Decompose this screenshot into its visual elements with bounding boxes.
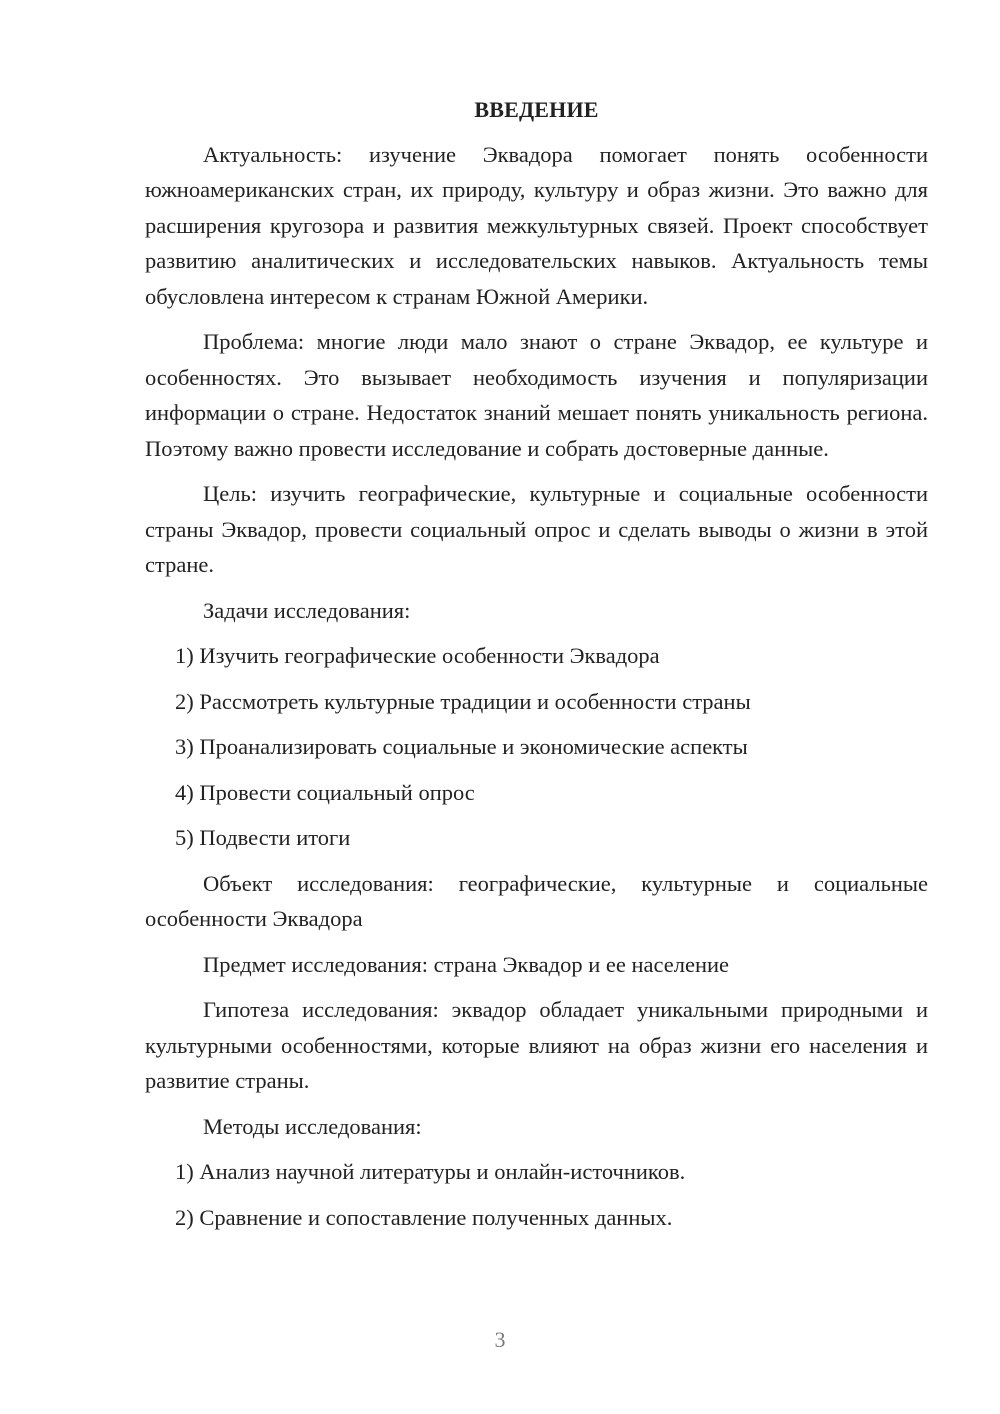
tasks-heading: Задачи исследования: — [203, 597, 411, 623]
hypothesis-paragraph: Гипотеза исследования: эквадор обладает уникальными природными и культурными особенностями, которые влияют на образ жизни его населения и развитие страны. — [145, 997, 928, 1093]
goal-paragraph: Цель: изучить географические, культурные и социальные особенности страны Эквадор, провести социальный опрос и сделать выводы о жизни в этой стране. — [145, 481, 928, 577]
problem-paragraph: Проблема: многие люди мало знают о стране Эквадор, ее культуре и особенностях. Это вызывает необходимость изучения и популяризации информации о стране. Недостаток знаний мешает понять уникальность региона. Поэтому важно провести исследование и собрать достоверные данные. — [145, 329, 928, 461]
relevance-paragraph: Актуальность: изучение Эквадора помогает понять особенности южноамериканских стран, их природу, культуру и образ жизни. Это важно для расширения кругозора и развития межкультурных связей. Проект способствует развитию аналитических и исследовательских навыков. Актуальность темы обусловлена интересом к странам Южной Америки. — [145, 141, 928, 309]
document-page — [145, 92, 928, 1245]
methods-heading: Методы исследования: — [203, 1113, 422, 1139]
task-item: 1) Изучить географические особенности Эквадора — [175, 643, 660, 668]
task-item: 5) Подвести итоги — [175, 825, 351, 850]
method-item: 1) Анализ научной литературы и онлайн-источников. — [175, 1159, 686, 1184]
methods-list — [145, 1154, 928, 1235]
task-item: 3) Проанализировать социальные и экономические аспекты — [175, 734, 748, 759]
tasks-list — [145, 638, 928, 856]
task-item: 2) Рассмотреть культурные традиции и особенности страны — [175, 688, 751, 714]
method-item: 2) Сравнение и сопоставление полученных данных. — [175, 1204, 673, 1230]
subject-paragraph: Предмет исследования: страна Эквадор и ее население — [203, 951, 730, 977]
task-item: 4) Провести социальный опрос — [175, 779, 475, 805]
object-paragraph: Объект исследования: географические, культурные и социальные особенности Эквадора — [145, 870, 928, 931]
section-title: ВВЕДЕНИЕ — [474, 97, 599, 122]
page-number: 3 — [494, 1327, 506, 1352]
